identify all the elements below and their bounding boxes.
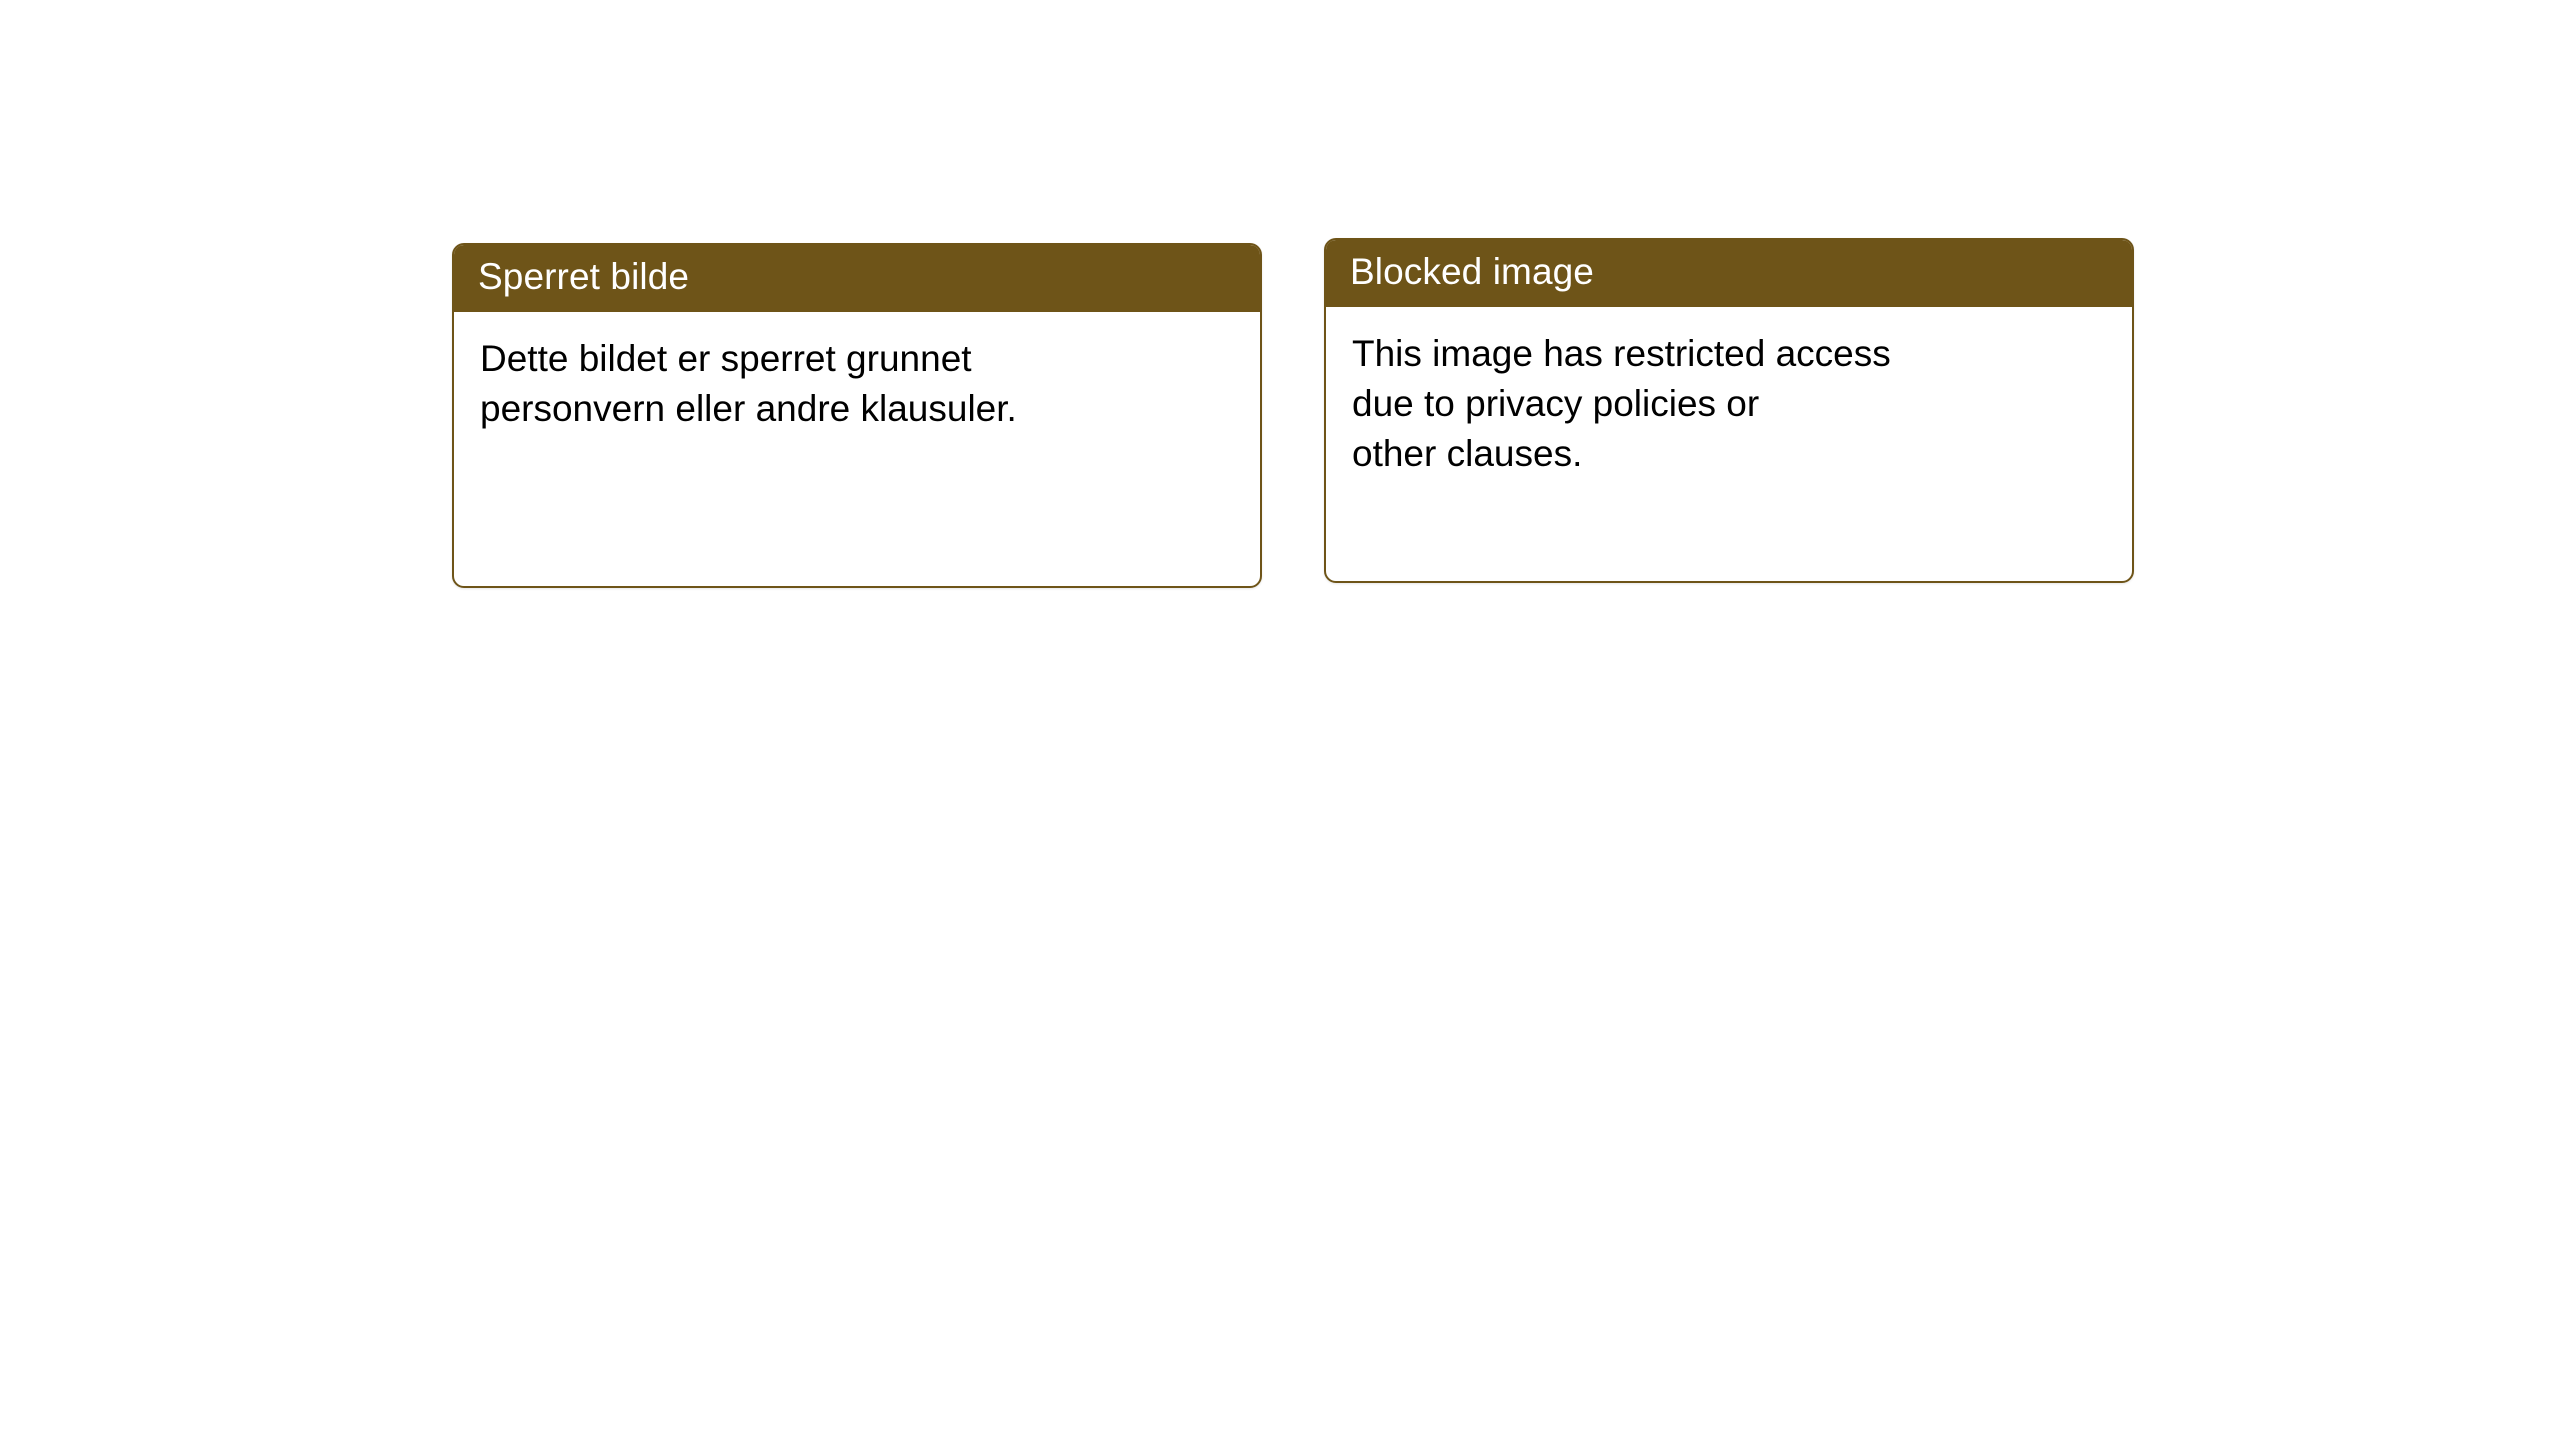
card-body-line: personvern eller andre klausuler. [480,387,1017,429]
card-body-english [1326,307,2132,503]
blocked-image-notice-norwegian [452,243,1262,588]
blocked-image-notice-english [1324,238,2134,583]
card-title-english: Blocked image [1326,240,2132,307]
card-title-norwegian: Sperret bilde [454,245,1260,312]
card-body-norwegian [454,312,1260,458]
card-body-line: Dette bildet er sperret grunnet [480,338,972,379]
card-body-line: other clauses. [1352,432,1583,474]
card-body-line: due to privacy policies or [1352,382,1760,424]
card-body-line: This image has restricted access [1352,333,1891,374]
